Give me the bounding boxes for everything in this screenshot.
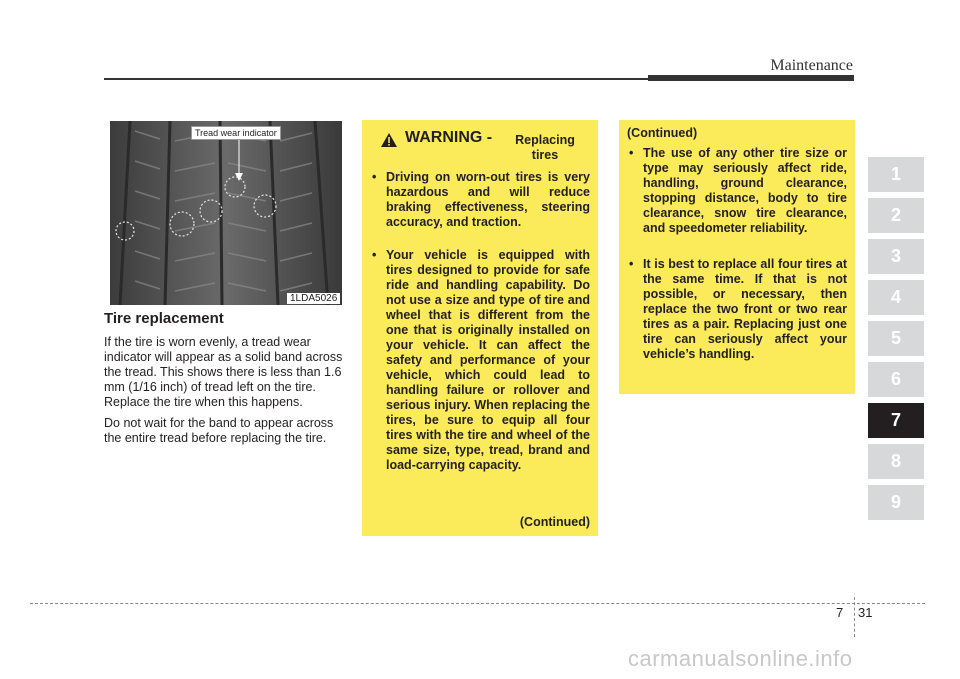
chapter-tab-8[interactable]: 8: [868, 444, 924, 479]
list-item: [629, 257, 847, 362]
section-heading: Tire replacement: [104, 310, 224, 327]
bullet-text: It is best to replace all four tires at the same time. If that is not possible, or necessary, then replace the two front or two rear tires as a pair. Replacing just one tire can seriously affect your vehicle’s handling.: [643, 257, 847, 361]
chapter-tab-5[interactable]: 5: [868, 321, 924, 356]
chapter-tab-6[interactable]: 6: [868, 362, 924, 397]
page-section-title: Maintenance: [770, 57, 853, 74]
page-number: 31: [858, 605, 873, 620]
header-rule: [104, 78, 648, 80]
tread-wear-indicator-callout: Tread wear indicator: [191, 126, 281, 140]
tire-tread-photo: [110, 121, 342, 305]
tire-replacement-section: [104, 310, 344, 452]
chapter-tab-7[interactable]: 7: [868, 403, 924, 438]
figure-code: 1LDA5026: [287, 293, 340, 304]
footer-divider: [854, 597, 855, 637]
chapter-tab-9[interactable]: 9: [868, 485, 924, 520]
continued-warning-box: [619, 120, 855, 394]
header-rule-accent: [648, 75, 854, 81]
paragraph: Do not wait for the band to appear across the entire tread before replacing the tire.: [104, 416, 334, 445]
warning-triangle-icon: [380, 132, 398, 148]
warning-box: [362, 120, 598, 536]
bullet-text: The use of any other tire size or type may seriously affect ride, handling, ground clearance, stopping distance, body to tire clearance, snow tire clearance, and speedometer reliability.: [643, 146, 847, 235]
chapter-tab-1[interactable]: 1: [868, 157, 924, 192]
continued-label: (Continued): [519, 515, 590, 529]
chapter-tab-3[interactable]: 3: [868, 239, 924, 274]
chapter-tab-4[interactable]: 4: [868, 280, 924, 315]
list-item: [372, 248, 590, 473]
bullet-dot: •: [372, 170, 377, 184]
bullet-text: Your vehicle is equipped with tires designed to provide for safe ride and handling capability. Do not use a size and type of tire and wheel that is different from the one that is originally installed on your vehicle. It can affect the safety and performance of your vehicle, which could lead to handling failure or rollover and serious injury. When replacing the tires, be sure to equip all four tires with the tire and wheel of the same size, type, tread, brand and load-carrying capacity.: [386, 248, 590, 472]
bullet-dot: •: [629, 146, 634, 160]
footer-rule: [30, 603, 925, 604]
chapter-tabs: [868, 157, 924, 526]
watermark: carmanualsonline.info: [628, 646, 853, 671]
warning-subtitle: Replacing tires: [515, 133, 575, 162]
bullet-text: Driving on worn-out tires is very hazardous and will reduce braking effectiveness, steering accuracy, and traction.: [386, 170, 590, 229]
page-chapter-number: 7: [836, 605, 844, 620]
warning-label: WARNING -: [405, 129, 493, 146]
paragraph: If the tire is worn evenly, a tread wear indicator will appear as a solid band across the tread. This shows there is less than 1.6 mm (1/16 inch) of tread left on the tire. Replace the tire when this happens.: [104, 335, 343, 409]
bullet-dot: •: [372, 248, 377, 262]
list-item: [629, 146, 847, 236]
bullet-dot: •: [629, 257, 634, 271]
list-item: [372, 170, 590, 230]
chapter-tab-2[interactable]: 2: [868, 198, 924, 233]
continued-heading: (Continued): [627, 126, 698, 140]
